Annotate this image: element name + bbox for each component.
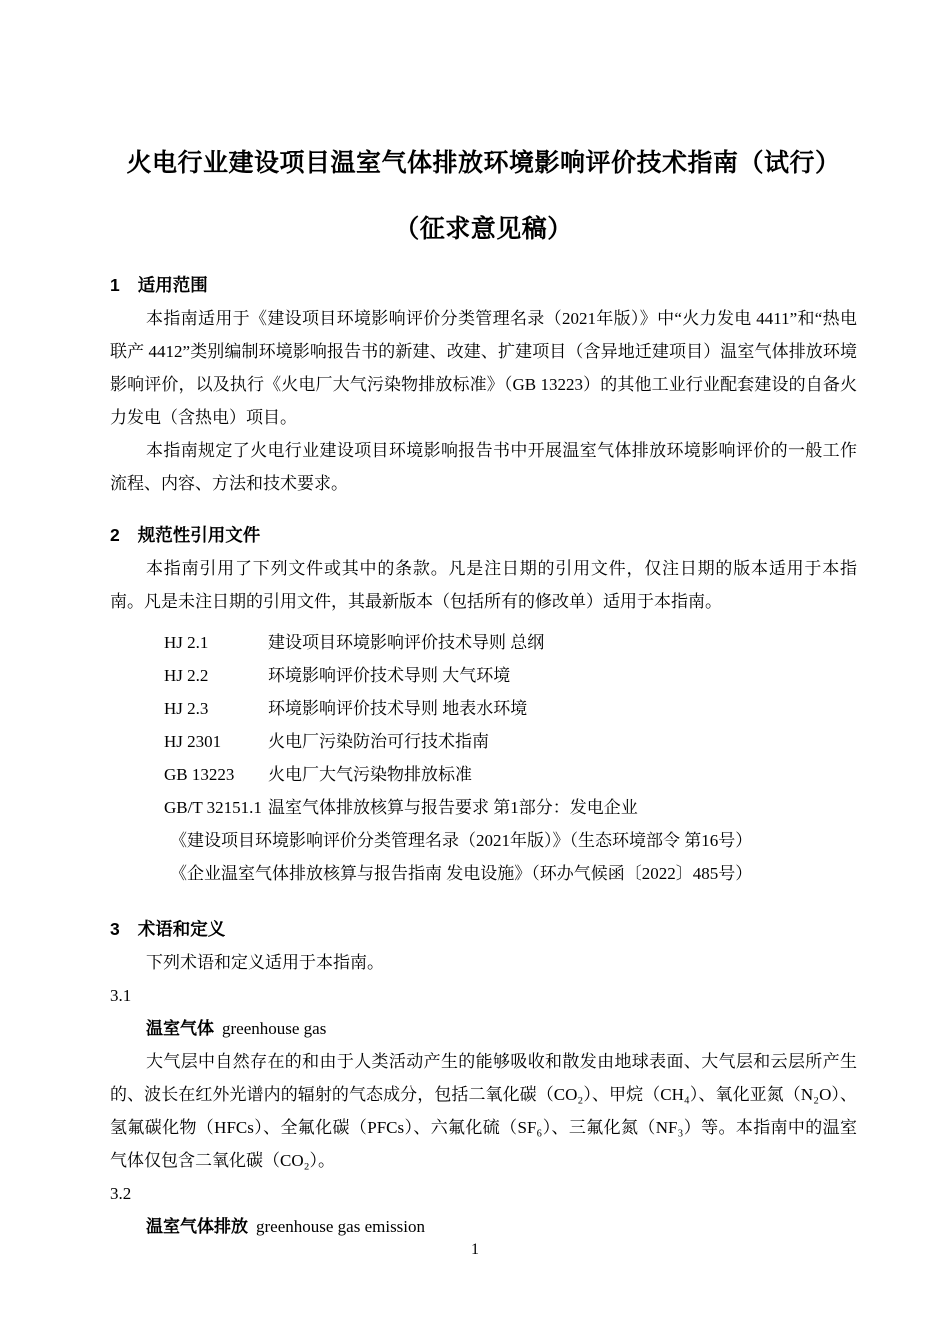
reference-title: 环境影响评价技术导则 大气环境 [268,666,511,685]
term-name-zh: 温室气体排放 [146,1217,248,1236]
section-1-number: 1 [110,275,120,295]
term-name [146,1210,857,1243]
reference-item [164,692,857,725]
reference-list [110,626,857,890]
term-number: 3.1 [110,986,132,1005]
reference-code: HJ 2.3 [164,699,209,718]
reference-title: 火电厂污染防治可行技术指南 [268,732,489,751]
reference-code: HJ 2301 [164,732,222,751]
section-3-title: 术语和定义 [137,919,226,939]
reference-item [164,659,857,692]
term-name [146,1012,857,1045]
term-definition: 大气层中自然存在的和由于人类活动产生的能够吸收和散发由地球表面、大气层和云层所产生的、波长在红外光谱内的辐射的气态成分，包括二氧化碳（CO₂）、甲烷（CH₄）、氧化亚氮（N₂O）、氢氟碳化物（HFCs）、全氟化碳（PFCs）、六氟化硫（SF₆）、三氟化氮（NF₃）等。本指南中的温室气体仅包含二氧化碳（CO₂）。 [110,1052,857,1170]
reference-item [164,725,857,758]
section-1-heading [110,274,857,296]
reference-item [164,626,857,659]
section-3-intro: 下列术语和定义适用于本指南。 [146,953,384,972]
section-1-paragraph-1: 本指南适用于《建设项目环境影响评价分类管理名录（2021年版）》中“火力发电 4411”和“热电联产 4412”类别编制环境影响报告书的新建、改建、扩建项目（含异地迁建项目）温室气体排放环境影响评价，以及执行《火电厂大气污染物排放标准》（GB 13223）的其他工业行业配套建设的自备火力发电（含热电）项目。 [110,309,857,427]
reference-code: HJ 2.1 [164,633,209,652]
section-2-title: 规范性引用文件 [137,525,261,545]
reference-code: GB 13223 [164,765,235,784]
section-1-paragraph-2: 本指南规定了火电行业建设项目环境影响报告书中开展温室气体排放环境影响评价的一般工作流程、内容、方法和技术要求。 [110,441,857,493]
document-content [0,146,950,1243]
section-3-number: 3 [110,919,120,939]
term-number: 3.2 [110,1184,132,1203]
section-2-intro: 本指南引用了下列文件或其中的条款。凡是注日期的引用文件，仅注日期的版本适用于本指南。凡是未注日期的引用文件，其最新版本（包括所有的修改单）适用于本指南。 [110,559,857,611]
term-name-en: greenhouse gas [222,1019,327,1038]
reference-title: 环境影响评价技术导则 地表水环境 [268,699,528,718]
doc-title: 火电行业建设项目温室气体排放环境影响评价技术指南（试行） [126,149,841,177]
cited-document: 《建设项目环境影响评价分类管理名录（2021年版）》（生态环境部令 第16号） [170,831,753,850]
section-2-heading [110,524,857,546]
doc-subtitle: （征求意见稿） [394,215,573,243]
reference-code: HJ 2.2 [164,666,209,685]
term-name-zh: 温室气体 [146,1019,214,1038]
reference-title: 火电厂大气污染物排放标准 [268,765,472,784]
page-number: 1 [471,1241,479,1258]
term-name-en: greenhouse gas emission [256,1217,426,1236]
section-2-number: 2 [110,525,120,545]
cited-document: 《企业温室气体排放核算与报告指南 发电设施》（环办气候函〔2022〕485号） [170,864,753,883]
section-3-heading [110,918,857,940]
section-1-title: 适用范围 [137,275,208,295]
term-entry [110,979,857,1177]
reference-item [164,791,857,824]
term-entry [110,1177,857,1243]
reference-title: 温室气体排放核算与报告要求 第1部分：发电企业 [268,798,638,817]
reference-title: 建设项目环境影响评价技术导则 总纲 [268,633,545,652]
reference-code: GB/T 32151.1 [164,798,262,817]
reference-item [164,758,857,791]
